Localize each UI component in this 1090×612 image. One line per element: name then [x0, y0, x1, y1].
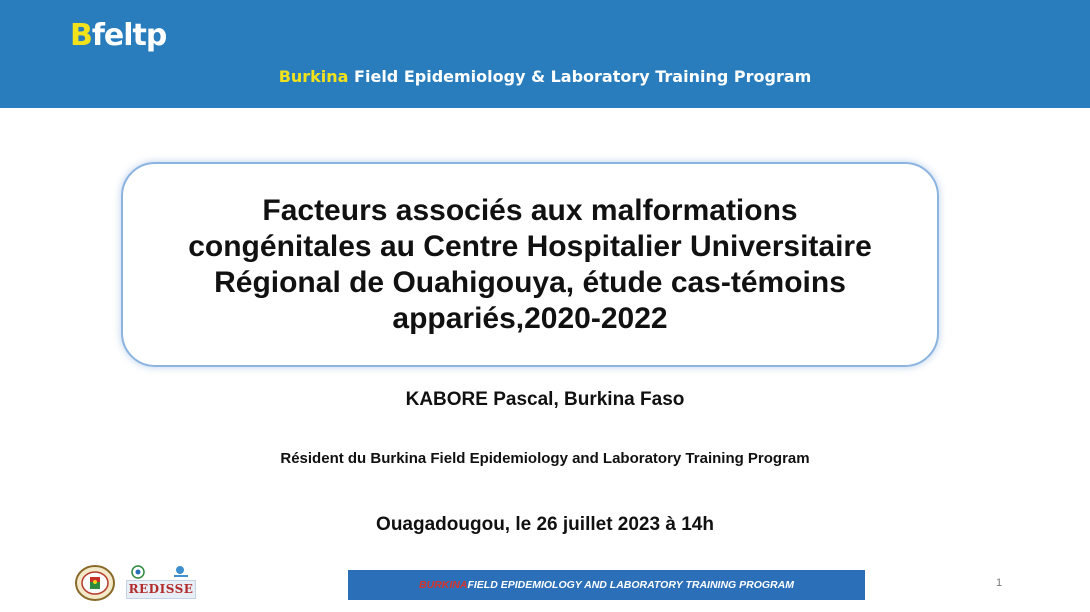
program-banner-text: Field Epidemiology & Laboratory Training Program: [348, 67, 812, 86]
title-line: Facteurs associés aux malformations: [262, 193, 798, 227]
footer-program-bar: [348, 570, 865, 600]
footer-bar-text: FIELD EPIDEMIOLOGY AND LABORATORY TRAINING PROGRAM: [467, 579, 794, 591]
burkina-seal-icon: [74, 564, 116, 602]
page-number: 1: [996, 577, 1003, 589]
footer-bar-highlight: BURKINA: [419, 579, 468, 591]
bfeltp-logo: [70, 16, 166, 56]
slide-title: [188, 193, 872, 337]
program-banner-highlight: Burkina: [278, 67, 349, 86]
partner-logos: [74, 562, 198, 602]
title-line: appariés,2020-2022: [392, 301, 668, 335]
title-box: [121, 162, 939, 367]
author-line: KABORE Pascal, Burkina Faso: [405, 389, 685, 410]
logo-letter-b: B: [70, 18, 92, 53]
title-line: congénitales au Centre Hospitalier Universitaire: [188, 229, 872, 263]
title-line: Régional de Ouahigouya, étude cas-témoins: [214, 265, 846, 299]
logo-text: feltp: [91, 18, 167, 53]
redisse-logo: REDISSE: [126, 580, 196, 599]
date-line: Ouagadougou, le 26 juillet 2023 à 14h: [376, 514, 714, 535]
program-banner: [0, 64, 1090, 90]
slide-header: [0, 0, 1090, 108]
resident-line: Résident du Burkina Field Epidemiology and Laboratory Training Program: [280, 450, 810, 467]
